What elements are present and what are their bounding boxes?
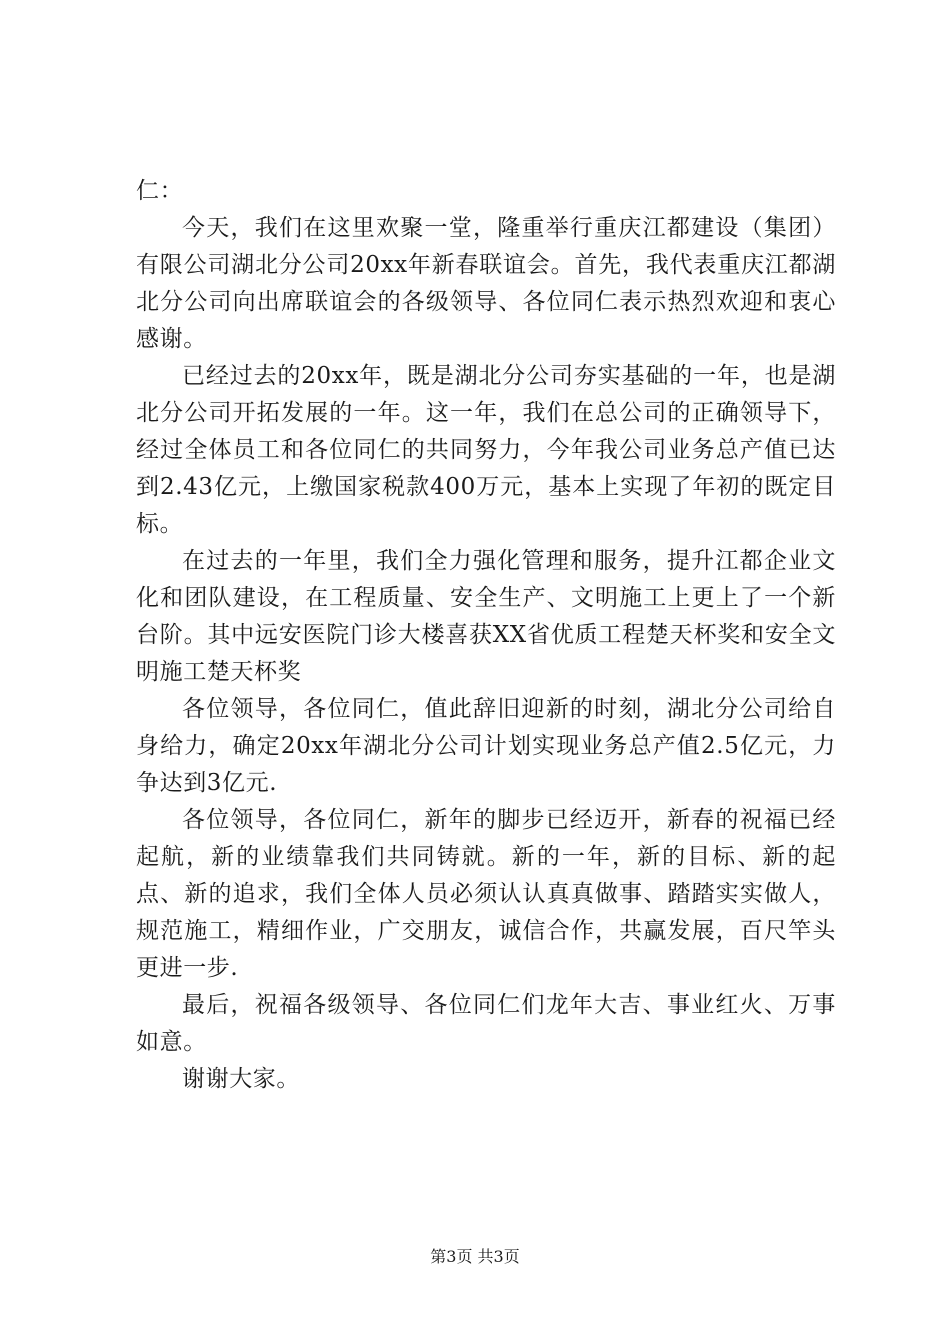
paragraph-targets: 各位领导，各位同仁，值此辞旧迎新的时刻，湖北分公司给自身给力，确定20xx年湖北分公司计划实现业务总产值2.5亿元，力争达到3亿元. <box>136 696 836 796</box>
paragraph-blessing: 最后，祝福各级领导、各位同仁们龙年大吉、事业红火、万事如意。 <box>136 992 836 1055</box>
paragraph-achievements: 在过去的一年里，我们全力强化管理和服务，提升江都企业文化和团队建设，在工程质量、安全生产、文明施工上更上了一个新台阶。其中远安医院门诊大楼喜获XX省优质工程楚天杯奖和安全文明施工楚天杯奖 <box>136 548 836 685</box>
page-number-footer: 第3页 共3页 <box>430 1247 520 1266</box>
document-body <box>136 173 836 1098</box>
salutation-tail: 仁： <box>136 178 184 204</box>
paragraph-new-year: 各位领导，各位同仁，新年的脚步已经迈开，新春的祝福已经起航，新的业绩靠我们共同铸就。新的一年，新的目标、新的起点、新的追求，我们全体人员必须认认真真做事、踏踏实实做人，规范施工，精细作业，广交朋友，诚信合作，共赢发展，百尺竿头更进一步. <box>136 807 836 981</box>
paragraph-thanks: 谢谢大家。 <box>182 1066 300 1092</box>
paragraph-past-year: 已经过去的20xx年，既是湖北分公司夯实基础的一年，也是湖北分公司开拓发展的一年。这一年，我们在总公司的正确领导下，经过全体员工和各位同仁的共同努力，今年我公司业务总产值已达到2.43亿元，上缴国家税款400万元，基本上实现了年初的既定目标。 <box>136 363 836 537</box>
paragraph-opening: 今天，我们在这里欢聚一堂，隆重举行重庆江都建设（集团）有限公司湖北分公司20xx年新春联谊会。首先，我代表重庆江都湖北分公司向出席联谊会的各级领导、各位同仁表示热烈欢迎和衷心感谢。 <box>136 215 836 352</box>
